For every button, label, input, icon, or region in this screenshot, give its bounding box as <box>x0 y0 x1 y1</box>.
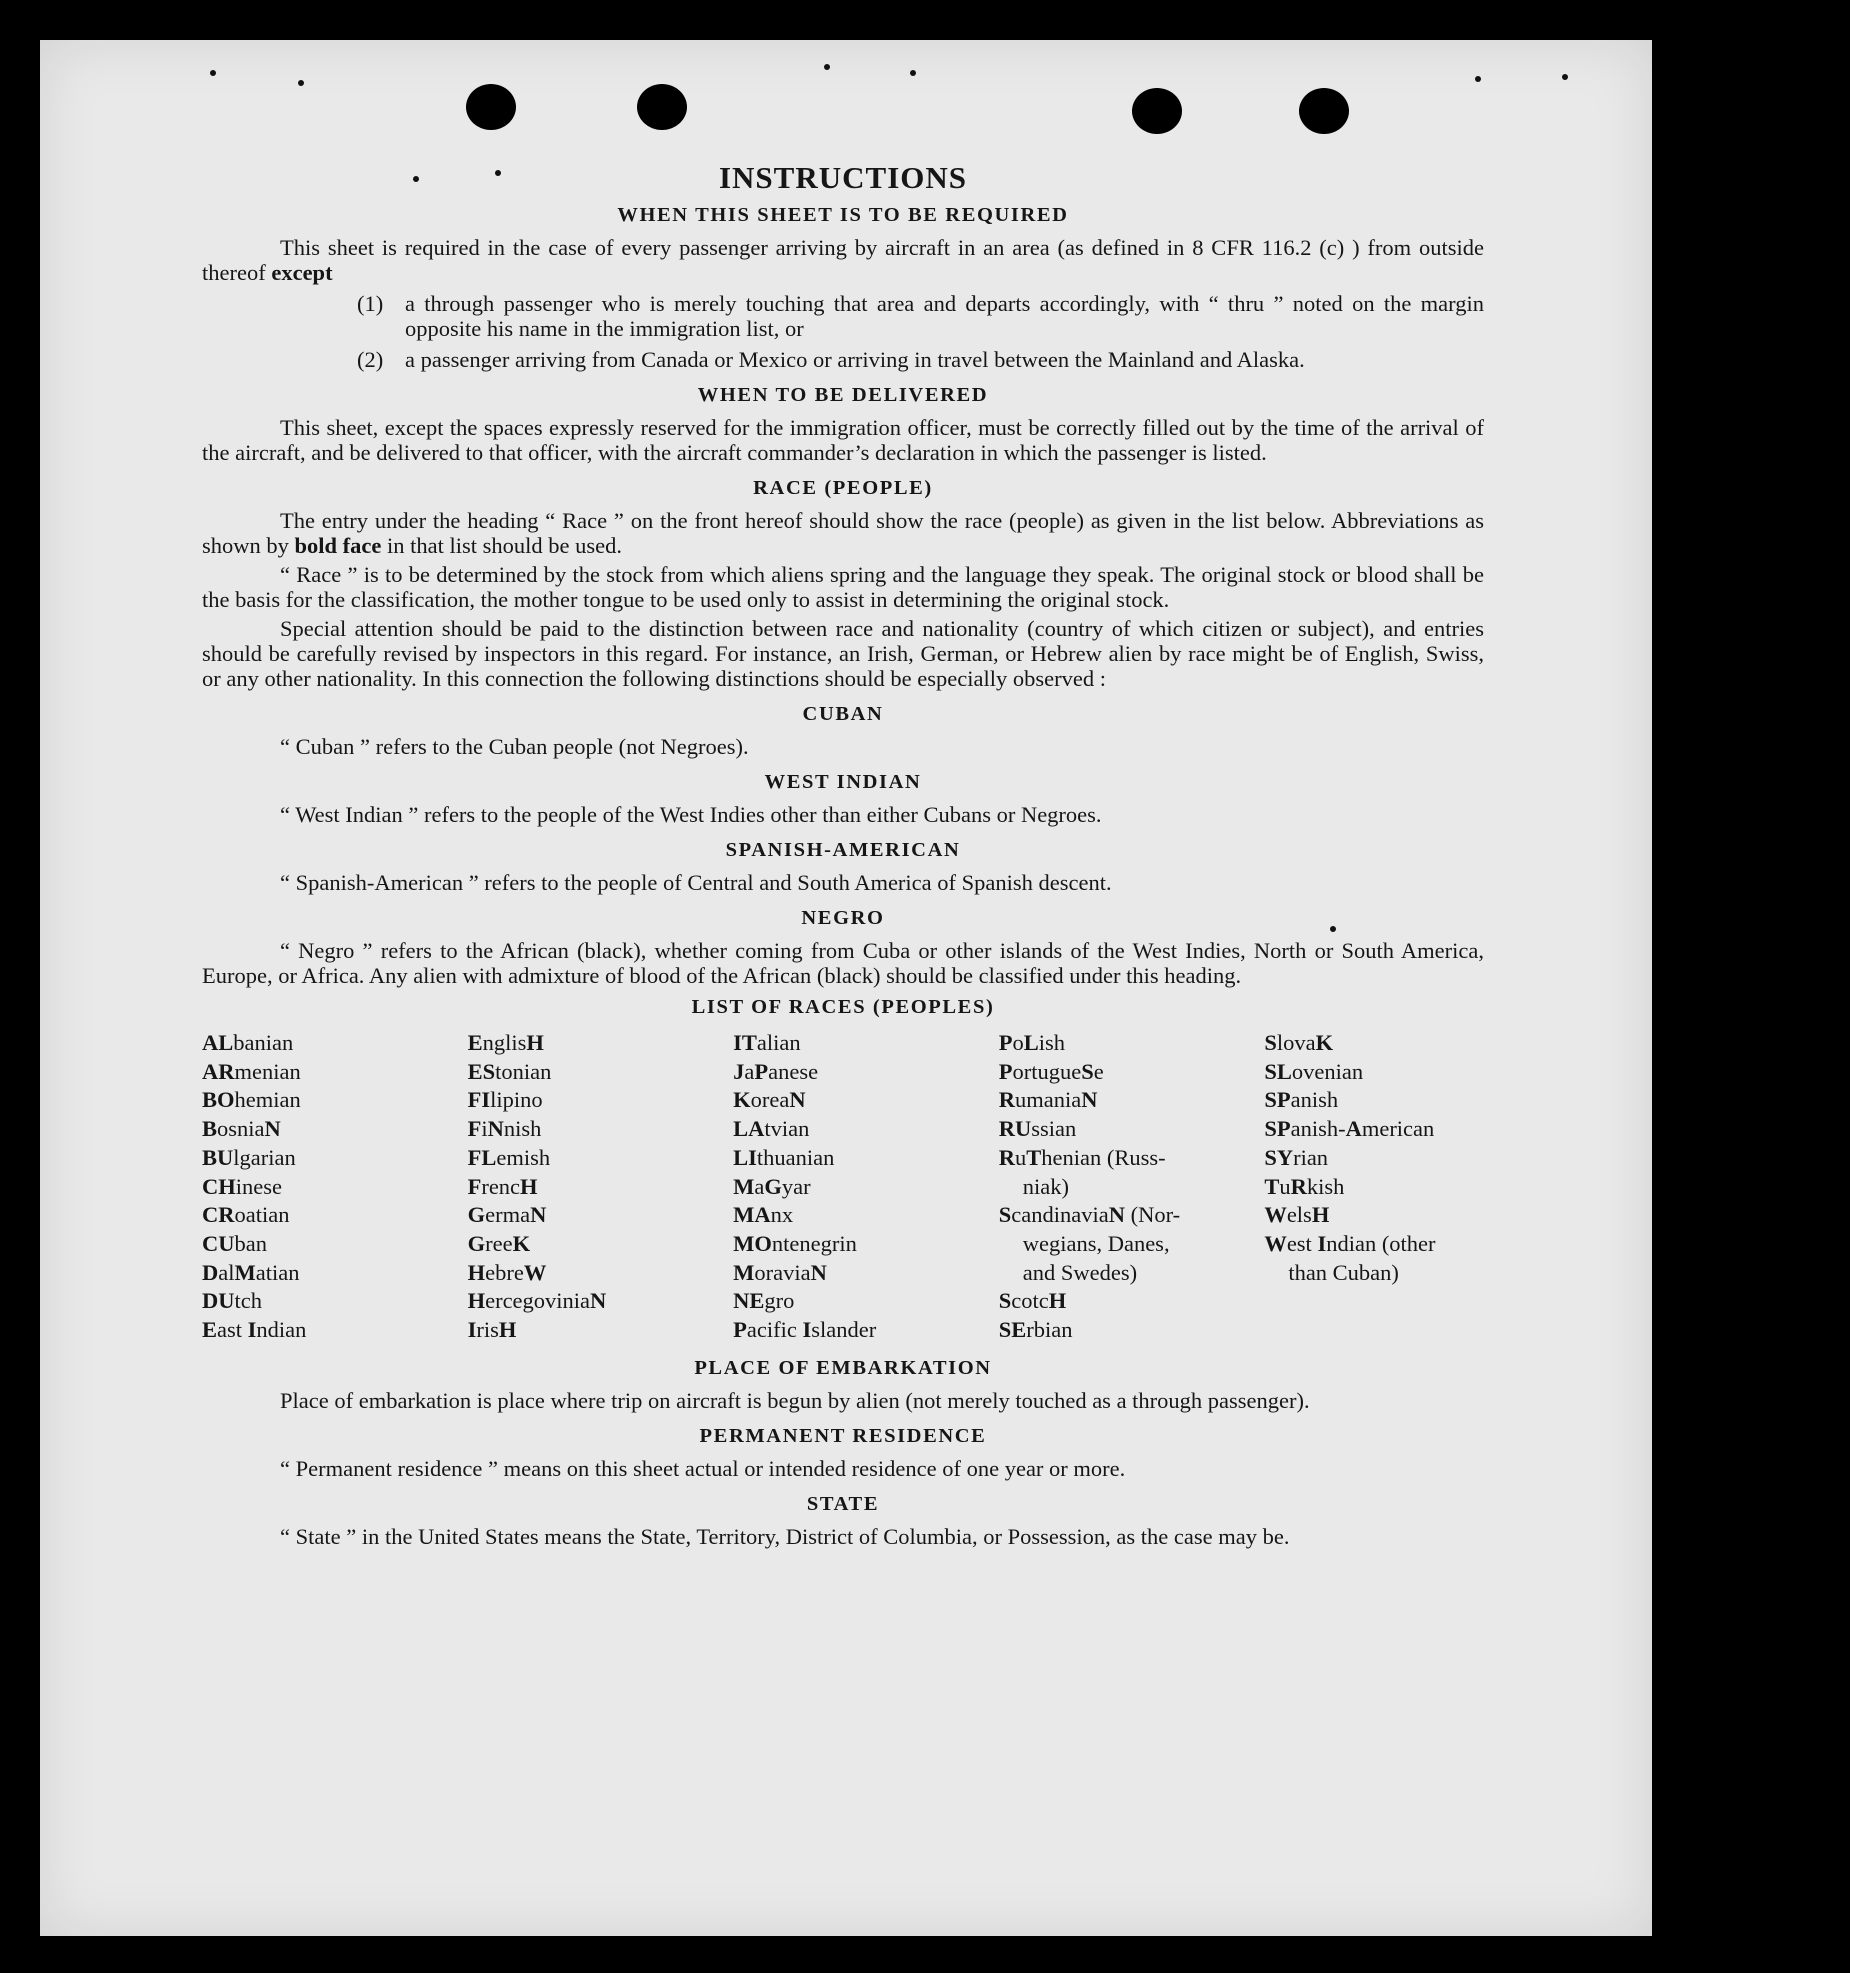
exception-item-1 <box>357 291 1484 341</box>
race-entry: JaPanese <box>733 1058 819 1084</box>
race-entry: MoraviaN <box>733 1259 827 1285</box>
race-paragraph-2: “ Race ” is to be determined by the stock from which aliens spring and the language they speak. The original stock or blood shall be the basis for the classification, the mother tongue to be used only to assist in determining the original stock. <box>202 562 1484 612</box>
speck <box>910 70 916 76</box>
race-entry: FrencH <box>467 1173 538 1199</box>
heading-embarkation: PLACE OF EMBARKATION <box>694 1356 992 1379</box>
delivered-text: This sheet, except the spaces expressly reserved for the immigration officer, must be correctly filled out by the time of the arrival of the aircraft, and be delivered to that officer, with the aircraft commander’s declaration in which the passenger is listed. <box>202 415 1484 465</box>
race-column <box>999 1029 1265 1345</box>
race-entry: TuRkish <box>1264 1173 1345 1199</box>
race-entry: SYrian <box>1264 1144 1329 1170</box>
race-entry: SlovaK <box>1264 1030 1334 1055</box>
race-column <box>1264 1029 1484 1345</box>
race-column <box>468 1029 734 1345</box>
state-text: “ State ” in the United States means the State, Territory, District of Columbia, or Possession, as the case may be. <box>280 1523 1290 1549</box>
item-number: (2) <box>357 347 384 372</box>
race-entry: PortugueSe <box>998 1058 1104 1084</box>
heading-cuban: CUBAN <box>802 703 884 725</box>
race-entry: BUlgarian <box>202 1144 296 1170</box>
speck <box>1475 76 1481 82</box>
heading-permanent-residence: PERMANENT RESIDENCE <box>699 1424 987 1447</box>
spanish-american-text: “ Spanish-American ” refers to the people of Central and South America of Spanish descent. <box>280 870 1112 895</box>
race-entry: FiNnish <box>467 1116 542 1142</box>
item-text: a through passenger who is merely touching that area and departs accordingly, with “ thru ” noted on the margin opposite his name in the immigration list, or <box>405 291 1484 341</box>
race-entry: RuThenian (Russ- niak) <box>998 1144 1166 1199</box>
embarkation-text: Place of embarkation is place where trip on aircraft is begun by alien (not merely touched as a through passenger). <box>280 1387 1310 1413</box>
page-title: INSTRUCTIONS <box>718 160 967 195</box>
race-entry: Pacific Islander <box>733 1317 877 1343</box>
heading-spanish-american: SPANISH-AMERICAN <box>725 839 961 861</box>
race-entry: EStonian <box>467 1058 552 1084</box>
race-entry: NEgro <box>733 1288 795 1314</box>
speck <box>1562 74 1568 80</box>
race-entry: SLovenian <box>1264 1058 1364 1084</box>
exception-item-2 <box>357 347 1484 372</box>
item-text: a passenger arriving from Canada or Mexico or arriving in travel between the Mainland and Alaska. <box>405 347 1305 372</box>
race-entry: DalMatian <box>202 1259 300 1285</box>
race-entry: LAtvian <box>733 1116 810 1142</box>
speck <box>210 70 216 76</box>
race-paragraph-1: The entry under the heading “ Race ” on the front hereof should show the race (people) as given in the list below. Abbreviations as shown by bold face in that list should be used. <box>202 508 1484 558</box>
race-entry: GermaN <box>467 1202 547 1228</box>
race-entry: BOhemian <box>202 1087 301 1113</box>
race-entry: PoLish <box>998 1030 1066 1055</box>
heading-negro: NEGRO <box>801 907 885 929</box>
race-entry: CUban <box>202 1230 267 1256</box>
race-list <box>202 1029 1484 1345</box>
race-entry: HebreW <box>467 1259 547 1285</box>
race-entry: ScotcH <box>998 1288 1067 1314</box>
race-entry: ARmenian <box>202 1058 301 1084</box>
race-entry: DUtch <box>202 1288 262 1314</box>
west-indian-text: “ West Indian ” refers to the people of the West Indies other than either Cubans or Negroes. <box>280 802 1102 827</box>
document-page <box>40 40 1652 1936</box>
race-column <box>202 1029 468 1345</box>
race-entry: EnglisH <box>467 1030 544 1055</box>
race-entry: WelsH <box>1264 1202 1330 1228</box>
punch-hole <box>1132 88 1182 134</box>
heading-required: WHEN THIS SHEET IS TO BE REQUIRED <box>617 204 1069 226</box>
speck <box>298 80 304 86</box>
speck <box>824 64 830 70</box>
race-entry: SErbian <box>998 1317 1073 1343</box>
race-paragraph-3: Special attention should be paid to the distinction between race and nationality (country of which citizen or subject), and entries should be carefully revised by inspectors in this regard. For instance, an Irish, German, or Hebrew alien by race might be of English, Swiss, or any other nationality. In this connection the following distinctions should be especially observed : <box>202 616 1484 691</box>
race-entry: KoreaN <box>733 1087 806 1113</box>
race-entry: MOntenegrin <box>733 1230 857 1256</box>
race-entry: RumaniaN <box>998 1087 1098 1113</box>
heading-state: STATE <box>806 1492 880 1515</box>
except-word: except <box>271 260 333 285</box>
punch-hole <box>1299 88 1349 134</box>
race-entry: BosniaN <box>202 1116 281 1142</box>
race-entry: SPanish <box>1264 1087 1339 1113</box>
item-number: (1) <box>357 291 384 316</box>
race-entry: CRoatian <box>202 1202 290 1228</box>
permanent-residence-text: “ Permanent residence ” means on this sheet actual or intended residence of one year or more. <box>280 1455 1126 1481</box>
instructions-content <box>202 160 1484 1553</box>
heading-west-indian: WEST INDIAN <box>764 771 922 793</box>
race-entry: IrisH <box>467 1317 517 1343</box>
heading-list-of-races: LIST OF RACES (PEOPLES) <box>691 996 995 1018</box>
race-entry: FIlipino <box>467 1087 543 1113</box>
heading-race: RACE (PEOPLE) <box>753 477 933 499</box>
race-entry: GreeK <box>467 1230 531 1256</box>
race-entry: CHinese <box>202 1173 282 1199</box>
cuban-text: “ Cuban ” refers to the Cuban people (not Negroes). <box>280 734 749 759</box>
bold-face-phrase: bold face <box>294 533 382 558</box>
race-entry: ScandinaviaN (Nor- wegians, Danes, and Swedes) <box>998 1202 1181 1285</box>
race-entry: West Indian (other than Cuban) <box>1264 1230 1436 1285</box>
race-entry: FLemish <box>467 1144 551 1170</box>
race-entry: MAnx <box>733 1202 794 1228</box>
required-intro: This sheet is required in the case of every passenger arriving by aircraft in an area (as defined in 8 CFR 116.2 (c) ) from outside thereof except <box>202 235 1484 285</box>
race-entry: ALbanian <box>202 1030 294 1055</box>
heading-delivered: WHEN TO BE DELIVERED <box>697 384 989 406</box>
race-entry: SPanish-American <box>1264 1116 1435 1142</box>
race-entry: East Indian <box>202 1317 307 1343</box>
punch-hole <box>466 84 516 130</box>
negro-text: “ Negro ” refers to the African (black), whether coming from Cuba or other islands of the West Indies, North or South America, Europe, or Africa. Any alien with admixture of blood of the African (black) should be classified under this heading. <box>202 938 1484 988</box>
punch-hole <box>637 84 687 130</box>
race-entry: HercegoviniaN <box>467 1288 607 1314</box>
race-entry: MaGyar <box>733 1173 811 1199</box>
race-entry: ITalian <box>733 1030 801 1055</box>
race-entry: LIthuanian <box>733 1144 835 1170</box>
race-entry: RUssian <box>998 1116 1077 1142</box>
race-column <box>733 1029 999 1345</box>
